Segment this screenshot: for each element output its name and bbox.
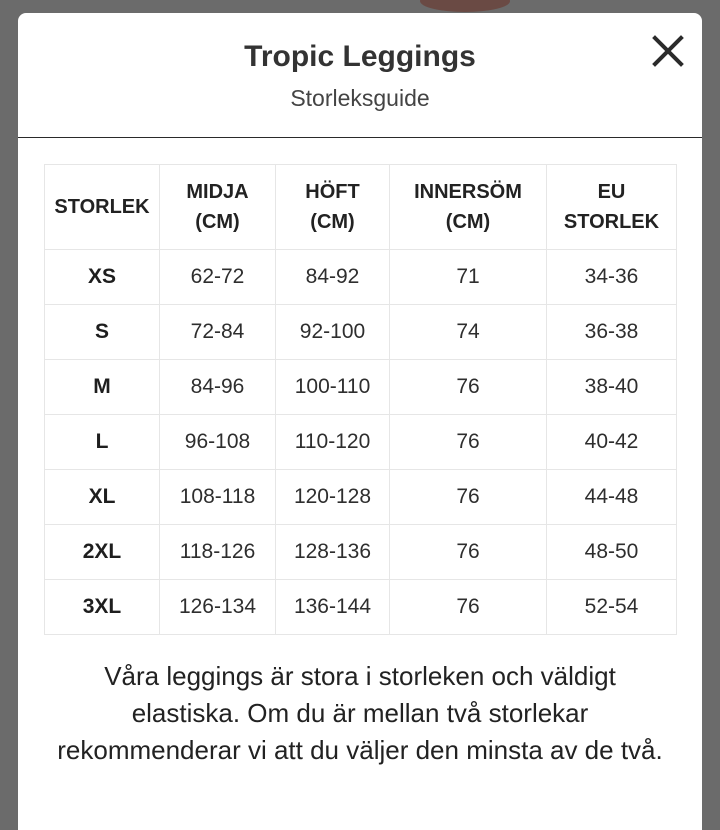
eu-size-cell: 38-40 (547, 360, 677, 415)
hip-cell: 92-100 (276, 305, 390, 360)
eu-size-cell: 40-42 (547, 415, 677, 470)
waist-cell: 72-84 (160, 305, 276, 360)
eu-size-cell: 52-54 (547, 580, 677, 635)
size-cell: 3XL (45, 580, 160, 635)
modal-subtitle: Storleksguide (290, 85, 430, 111)
table-row (45, 305, 677, 360)
eu-size-cell: 36-38 (547, 305, 677, 360)
hip-cell: 100-110 (276, 360, 390, 415)
waist-cell: 62-72 (160, 250, 276, 305)
size-cell: M (45, 360, 160, 415)
waist-cell: 108-118 (160, 470, 276, 525)
header-inseam: INNERSÖM (CM) (390, 165, 547, 250)
table-row (45, 580, 677, 635)
hip-cell: 110-120 (276, 415, 390, 470)
inseam-cell: 76 (390, 580, 547, 635)
size-cell: XL (45, 470, 160, 525)
size-guide-modal (18, 13, 702, 830)
header-waist: MIDJA (CM) (160, 165, 276, 250)
size-cell: S (45, 305, 160, 360)
inseam-cell: 74 (390, 305, 547, 360)
table-row (45, 250, 677, 305)
table-row (45, 470, 677, 525)
inseam-cell: 76 (390, 470, 547, 525)
inseam-cell: 76 (390, 360, 547, 415)
inseam-cell: 71 (390, 250, 547, 305)
size-table (44, 164, 677, 635)
table-header-row (45, 165, 677, 250)
close-icon (648, 31, 688, 71)
waist-cell: 126-134 (160, 580, 276, 635)
size-cell: L (45, 415, 160, 470)
table-row (45, 415, 677, 470)
background-product-image (420, 0, 510, 12)
size-cell: XS (45, 250, 160, 305)
eu-size-cell: 34-36 (547, 250, 677, 305)
modal-header (18, 13, 702, 138)
inseam-cell: 76 (390, 525, 547, 580)
hip-cell: 84-92 (276, 250, 390, 305)
eu-size-cell: 48-50 (547, 525, 677, 580)
hip-cell: 120-128 (276, 470, 390, 525)
hip-cell: 136-144 (276, 580, 390, 635)
header-hip: HÖFT (CM) (276, 165, 390, 250)
hip-cell: 128-136 (276, 525, 390, 580)
table-row (45, 360, 677, 415)
waist-cell: 118-126 (160, 525, 276, 580)
header-eu-size: EU STORLEK (547, 165, 677, 250)
inseam-cell: 76 (390, 415, 547, 470)
modal-title: Tropic Leggings (244, 40, 476, 73)
table-row (45, 525, 677, 580)
eu-size-cell: 44-48 (547, 470, 677, 525)
close-button[interactable] (648, 31, 688, 71)
waist-cell: 84-96 (160, 360, 276, 415)
size-cell: 2XL (45, 525, 160, 580)
waist-cell: 96-108 (160, 415, 276, 470)
sizing-note: Våra leggings är stora i storleken och väldigt elastiska. Om du är mellan två storlekar rekommenderar vi att du väljer den minsta av de två. (57, 661, 663, 765)
header-size: STORLEK (45, 165, 160, 250)
